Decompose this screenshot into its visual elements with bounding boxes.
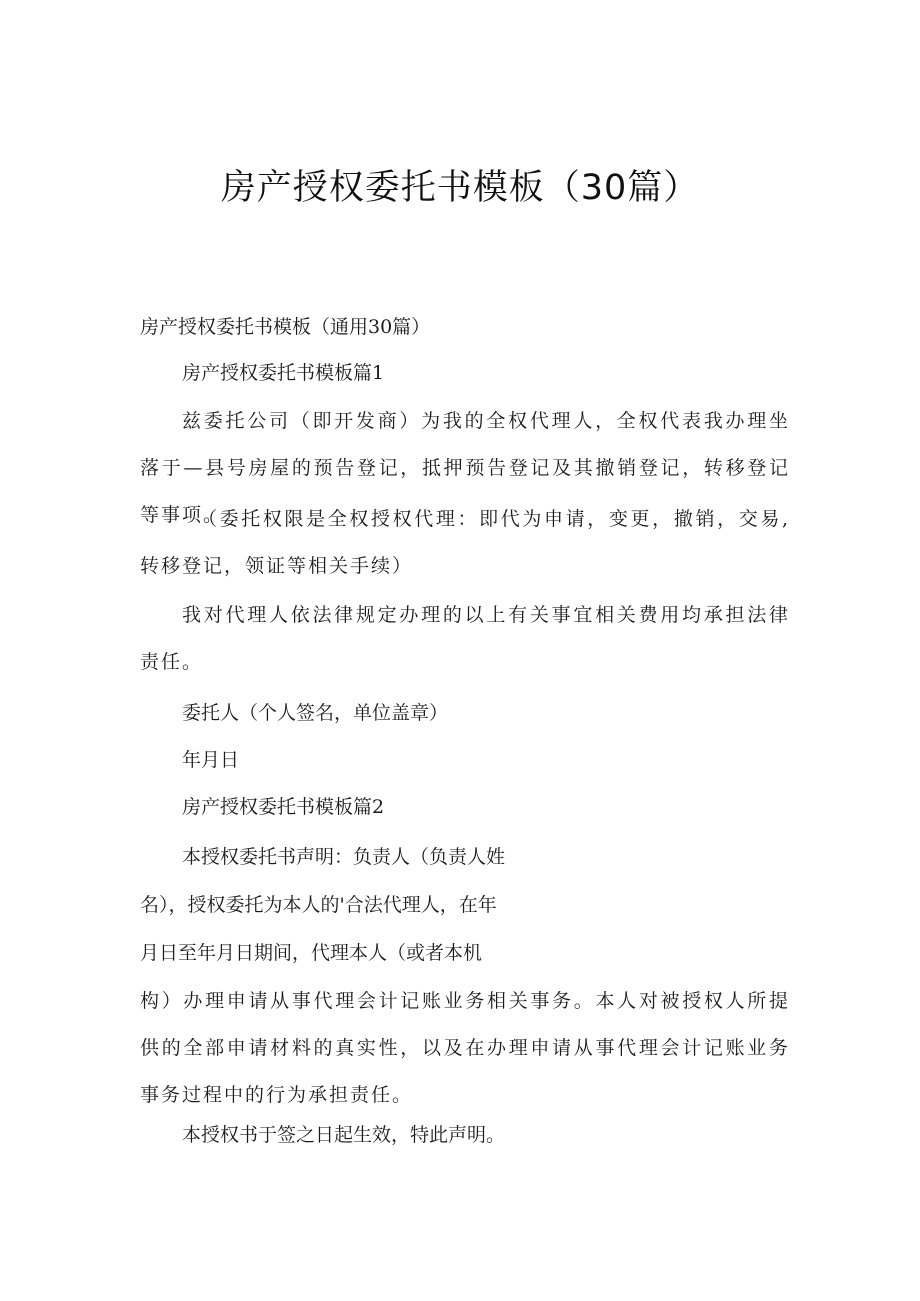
declaration-line-2: 名），授权委托为本人的'合法代理人，在年 — [140, 894, 497, 916]
declaration-line-3: 月日至年月日期间，代理本人（或者本机 — [140, 942, 483, 964]
declaration-body: 构）办理申请从事代理会计记账业务相关事务。本人对被授权人所提供的全部申请材料的真实性，以及在办理申请从事代理会计记账业务事务过程中的行为承担责任。 — [140, 990, 790, 1106]
effective-statement: 本授权书于签之日起生效，特此声明。 — [182, 1124, 506, 1146]
paragraph-authority-scope: （委托权限是全权授权代理：即代为申请，变更，撤销，交易,转移登记，领证等相关手续） — [140, 508, 790, 577]
document-title: 房产授权委托书模板（30篇） — [220, 168, 700, 208]
section-heading-2: 房产授权委托书模板篇2 — [182, 796, 385, 818]
date-line: 年月日 — [182, 749, 240, 771]
declaration-line-1: 本授权委托书声明：负责人（负责人姓 — [182, 846, 506, 868]
section-heading-1: 房产授权委托书模板篇1 — [182, 362, 385, 384]
paragraph-entrustment: 兹委托公司（即开发商）为我的全权代理人，全权代表我办理坐落于—县号房屋的预告登记，抵押预告登记及其撤销登记，转移登记等事项。 — [140, 410, 790, 526]
subtitle-paragraph: 房产授权委托书模板（通用30篇） — [140, 316, 431, 338]
paragraph-liability: 我对代理人依法律规定办理的以上有关事宜相关费用均承担法律责任。 — [140, 604, 790, 673]
signature-line: 委托人（个人签名，单位盖章） — [182, 702, 449, 724]
